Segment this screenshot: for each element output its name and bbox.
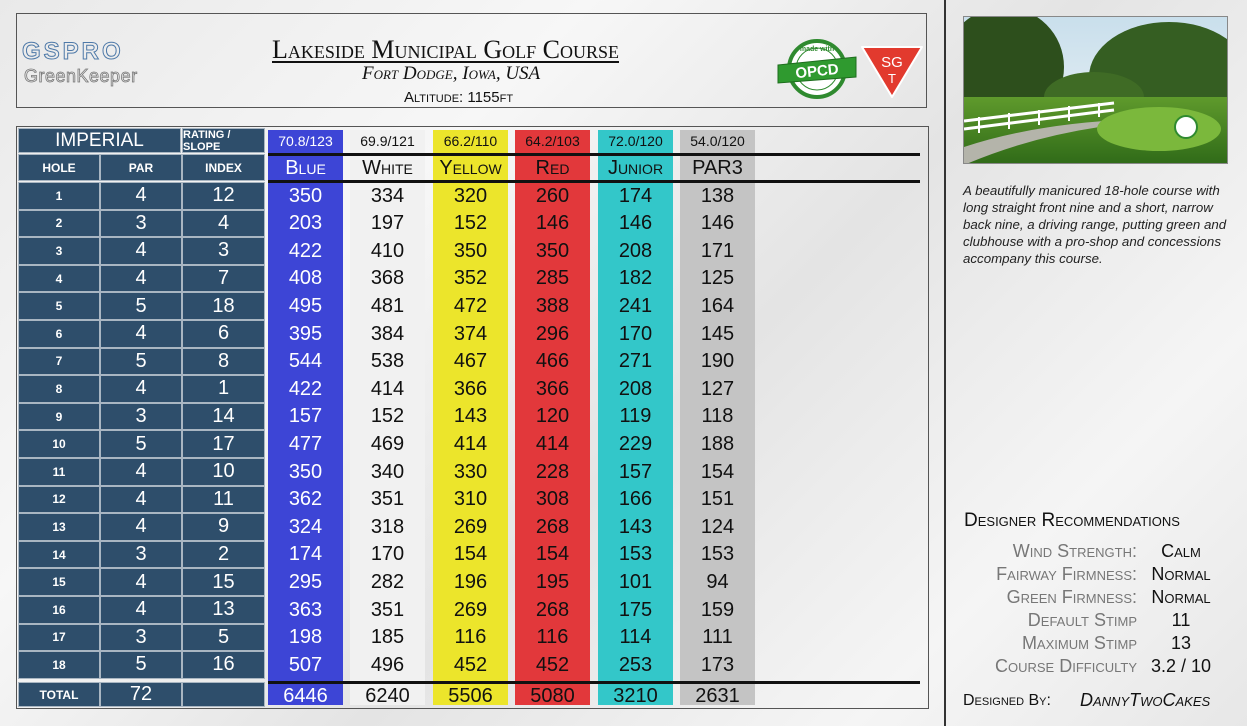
hole-index: 17	[182, 430, 265, 458]
tee-name-junior: Junior	[607, 157, 664, 179]
tee-yardage: 414	[370, 377, 405, 400]
tee-yardage: 198	[288, 626, 323, 649]
svg-text:made with: made with	[799, 46, 835, 53]
tee-total-par3: 2631	[695, 684, 740, 707]
tee-yardage: 496	[370, 653, 405, 676]
hole-number: 2	[18, 210, 100, 238]
recommendation-value: 13	[1170, 633, 1192, 653]
tee-yardage: 330	[453, 460, 488, 483]
tee-yardage: 467	[453, 350, 488, 373]
hole-index: 12	[182, 182, 265, 210]
tee-name-red: Red	[535, 157, 570, 179]
hole-index: 1	[182, 375, 265, 403]
tee-yardage: 495	[288, 294, 323, 317]
tee-rating-white: 69.9/121	[360, 132, 415, 149]
tee-yardage: 170	[370, 543, 405, 566]
tee-rating-yellow: 66.2/110	[443, 132, 498, 149]
hole-par: 4	[100, 458, 182, 486]
tee-yardage: 310	[453, 488, 488, 511]
hole-par: 5	[100, 430, 182, 458]
header-rule-top	[268, 153, 920, 156]
recommendation-label: Fairway Firmness:	[996, 564, 1137, 584]
rating-slope-label: RATING / SLOPE	[182, 128, 265, 153]
hole-par: 3	[100, 541, 182, 569]
hole-index: 6	[182, 320, 265, 348]
hole-par: 4	[100, 568, 182, 596]
tee-yardage: 481	[370, 294, 405, 317]
tee-yardage: 544	[288, 350, 323, 373]
tee-yardage: 116	[536, 626, 569, 649]
hole-number: 16	[18, 596, 100, 624]
tee-yardage: 118	[701, 405, 734, 428]
hole-number: 5	[18, 292, 100, 320]
hole-number: 8	[18, 375, 100, 403]
recommendation-label: Maximum Stimp	[1021, 633, 1137, 653]
tee-yardage: 422	[288, 377, 323, 400]
tee-yardage: 340	[370, 460, 405, 483]
greenkeeper-logo: GreenKeeper	[24, 66, 138, 86]
tee-yardage: 152	[370, 405, 405, 428]
tee-yardage: 157	[618, 460, 653, 483]
designer-name: DannyTwoCakes	[1080, 690, 1211, 710]
hole-index: 2	[182, 541, 265, 569]
tee-name-par3: PAR3	[692, 157, 743, 179]
tee-rating-junior: 72.0/120	[608, 132, 663, 149]
tee-yardage: 452	[535, 653, 570, 676]
hole-index: 10	[182, 458, 265, 486]
recommendation-value: Normal	[1151, 587, 1211, 607]
recommendations-title: Designer Recommendations	[964, 510, 1180, 531]
tee-yardage: 466	[535, 350, 570, 373]
tee-yardage: 195	[535, 570, 570, 593]
tee-yardage: 260	[535, 184, 570, 207]
tee-yardage: 368	[370, 267, 405, 290]
course-altitude: Altitude: 1155ft	[404, 89, 514, 106]
recommendation-value: 3.2 / 10	[1150, 656, 1212, 676]
tee-name-white: White	[362, 157, 413, 179]
tee-yardage: 318	[370, 515, 405, 538]
tee-yardage: 143	[453, 405, 488, 428]
hole-par: 3	[100, 403, 182, 431]
tee-yardage: 351	[370, 598, 405, 621]
tee-yardage: 111	[702, 626, 733, 649]
hole-par: 4	[100, 486, 182, 514]
tee-yardage: 116	[454, 626, 487, 649]
tee-yardage: 472	[453, 294, 488, 317]
tee-yardage: 269	[453, 598, 488, 621]
hole-number: 15	[18, 568, 100, 596]
tee-yardage: 166	[618, 488, 653, 511]
tee-yardage: 127	[700, 377, 735, 400]
opcd-logo	[776, 37, 858, 101]
tee-total-white: 6240	[365, 684, 410, 707]
tee-yardage: 363	[288, 598, 323, 621]
hole-number: 14	[18, 541, 100, 569]
recommendation-label: Default Stimp	[1027, 610, 1137, 630]
tee-yardage: 320	[453, 184, 488, 207]
tee-yardage: 414	[453, 432, 488, 455]
tee-yardage: 388	[535, 294, 570, 317]
hole-index: 18	[182, 292, 265, 320]
tee-yardage: 138	[700, 184, 735, 207]
course-name: Lakeside Municipal Golf Course	[272, 35, 619, 64]
recommendation-value: 11	[1171, 610, 1191, 630]
tee-yardage: 182	[618, 267, 653, 290]
tee-rating-par3: 54.0/120	[690, 132, 745, 149]
hole-par: 5	[100, 348, 182, 376]
hole-index: 9	[182, 513, 265, 541]
gspro-logo: GSPRO	[22, 38, 124, 65]
tee-yardage: 188	[700, 432, 735, 455]
hole-number: 6	[18, 320, 100, 348]
tee-yardage: 241	[618, 294, 653, 317]
course-location: Fort Dodge, Iowa, USA	[362, 63, 541, 84]
tee-yardage: 477	[288, 432, 323, 455]
hole-par: 5	[100, 651, 182, 679]
hole-header: HOLE	[18, 154, 100, 181]
hole-number: 18	[18, 651, 100, 679]
tee-yardage: 282	[370, 570, 405, 593]
hole-index: 11	[182, 486, 265, 514]
recommendation-label: Green Firmness:	[1006, 587, 1137, 607]
tee-yardage: 362	[288, 488, 323, 511]
hole-index: 14	[182, 403, 265, 431]
tee-yardage: 352	[453, 267, 488, 290]
tee-yardage: 469	[370, 432, 405, 455]
hole-par: 4	[100, 182, 182, 210]
tee-yardage: 350	[453, 239, 488, 262]
tee-yardage: 196	[453, 570, 488, 593]
tee-yardage: 350	[535, 239, 570, 262]
tee-yardage: 154	[535, 543, 570, 566]
recommendation-label: Course Difficulty	[995, 656, 1137, 676]
recommendation-value: Calm	[1161, 541, 1201, 561]
hole-index: 15	[182, 568, 265, 596]
tee-yardage: 452	[453, 653, 488, 676]
tee-yardage: 125	[700, 267, 735, 290]
tee-yardage: 171	[700, 239, 735, 262]
tee-yardage: 271	[618, 350, 653, 373]
tee-yardage: 170	[618, 322, 653, 345]
tee-yardage: 114	[619, 626, 652, 649]
tee-yardage: 228	[535, 460, 570, 483]
hole-index: 8	[182, 348, 265, 376]
total-rule	[268, 681, 920, 684]
hole-index: 3	[182, 237, 265, 265]
tee-yardage: 185	[370, 626, 405, 649]
tee-total-blue: 6446	[283, 684, 328, 707]
tee-yardage: 197	[370, 212, 405, 235]
tee-yardage: 324	[288, 515, 323, 538]
index-header: INDEX	[182, 154, 265, 181]
tee-yardage: 190	[700, 350, 735, 373]
svg-text:T: T	[888, 71, 896, 86]
hole-number: 4	[18, 265, 100, 293]
hole-number: 9	[18, 403, 100, 431]
hole-par: 3	[100, 624, 182, 652]
tee-yardage: 146	[535, 212, 570, 235]
svg-text:OPCD: OPCD	[794, 60, 840, 83]
hole-index: 4	[182, 210, 265, 238]
hole-number: 13	[18, 513, 100, 541]
tee-yardage: 164	[700, 294, 735, 317]
tee-yardage: 124	[700, 515, 735, 538]
sgt-logo	[858, 43, 926, 99]
hole-par: 4	[100, 513, 182, 541]
tee-yardage: 395	[288, 322, 323, 345]
tee-yardage: 119	[619, 405, 652, 428]
tee-yardage: 308	[535, 488, 570, 511]
tee-yardage: 268	[535, 515, 570, 538]
panel-divider	[944, 0, 946, 726]
hole-number: 3	[18, 237, 100, 265]
tee-total-yellow: 5506	[448, 684, 493, 707]
tee-total-junior: 3210	[613, 684, 658, 707]
tee-yardage: 151	[700, 488, 735, 511]
total-label: TOTAL	[18, 682, 100, 707]
tee-yardage: 94	[706, 570, 729, 593]
hole-index: 16	[182, 651, 265, 679]
hole-index: 13	[182, 596, 265, 624]
tee-yardage: 422	[288, 239, 323, 262]
tee-yardage: 350	[288, 460, 323, 483]
course-description: A beautifully manicured 18-hole course with long straight front nine and a short, narrow back nine, a driving range, putting green and clubhouse with a pro-shop and concessions accompany this course.	[963, 183, 1227, 266]
tee-yardage: 414	[535, 432, 570, 455]
designed-by-label: Designed By:	[963, 692, 1051, 709]
hole-par: 4	[100, 265, 182, 293]
tee-yardage: 146	[618, 212, 653, 235]
tee-yardage: 152	[453, 212, 488, 235]
tee-yardage: 507	[288, 653, 323, 676]
header-rule-bottom	[268, 180, 920, 183]
tee-rating-red: 64.2/103	[525, 132, 580, 149]
tee-yardage: 208	[618, 239, 653, 262]
tee-name-blue: Blue	[285, 157, 326, 179]
hole-par: 4	[100, 237, 182, 265]
tee-yardage: 229	[618, 432, 653, 455]
tee-yardage: 154	[700, 460, 735, 483]
hole-number: 12	[18, 486, 100, 514]
tee-yardage: 154	[453, 543, 488, 566]
tee-yardage: 374	[453, 322, 488, 345]
svg-text:SG: SG	[881, 54, 903, 71]
tee-yardage: 334	[370, 184, 405, 207]
tee-yardage: 350	[288, 184, 323, 207]
course-photo	[963, 16, 1228, 164]
tee-yardage: 173	[700, 653, 735, 676]
tee-yardage: 410	[370, 239, 405, 262]
hole-par: 3	[100, 210, 182, 238]
tee-yardage: 269	[453, 515, 488, 538]
par-header: PAR	[100, 154, 182, 181]
tee-yardage: 203	[288, 212, 323, 235]
hole-number: 10	[18, 430, 100, 458]
tee-yardage: 408	[288, 267, 323, 290]
hole-number: 17	[18, 624, 100, 652]
tee-yardage: 366	[535, 377, 570, 400]
tee-yardage: 157	[288, 405, 323, 428]
hole-par: 4	[100, 320, 182, 348]
tee-yardage: 174	[618, 184, 653, 207]
hole-number: 11	[18, 458, 100, 486]
tee-yardage: 268	[535, 598, 570, 621]
tee-yardage: 120	[535, 405, 570, 428]
tee-total-red: 5080	[530, 684, 575, 707]
tee-yardage: 159	[700, 598, 735, 621]
tee-yardage: 153	[700, 543, 735, 566]
recommendation-label: Wind Strength:	[1012, 541, 1137, 561]
hole-par: 4	[100, 375, 182, 403]
tee-yardage: 143	[618, 515, 653, 538]
total-par: 72	[100, 682, 182, 707]
tee-name-yellow: Yellow	[439, 157, 502, 179]
hole-number: 7	[18, 348, 100, 376]
total-index-blank	[182, 682, 265, 707]
tee-yardage: 208	[618, 377, 653, 400]
hole-index: 5	[182, 624, 265, 652]
tee-rating-blue: 70.8/123	[278, 132, 333, 149]
hole-index: 7	[182, 265, 265, 293]
tee-yardage: 146	[700, 212, 735, 235]
tee-yardage: 174	[288, 543, 323, 566]
hole-par: 4	[100, 596, 182, 624]
hole-par: 5	[100, 292, 182, 320]
tee-yardage: 253	[618, 653, 653, 676]
tee-yardage: 351	[370, 488, 405, 511]
tee-yardage: 538	[370, 350, 405, 373]
tee-yardage: 296	[535, 322, 570, 345]
tee-yardage: 366	[453, 377, 488, 400]
units-label: IMPERIAL	[18, 128, 181, 153]
tee-yardage: 153	[618, 543, 653, 566]
tee-yardage: 384	[370, 322, 405, 345]
tee-yardage: 101	[618, 570, 653, 593]
tee-yardage: 145	[700, 322, 735, 345]
hole-number: 1	[18, 182, 100, 210]
recommendation-value: Normal	[1151, 564, 1211, 584]
tee-yardage: 175	[618, 598, 653, 621]
tee-yardage: 285	[535, 267, 570, 290]
tee-yardage: 295	[288, 570, 323, 593]
